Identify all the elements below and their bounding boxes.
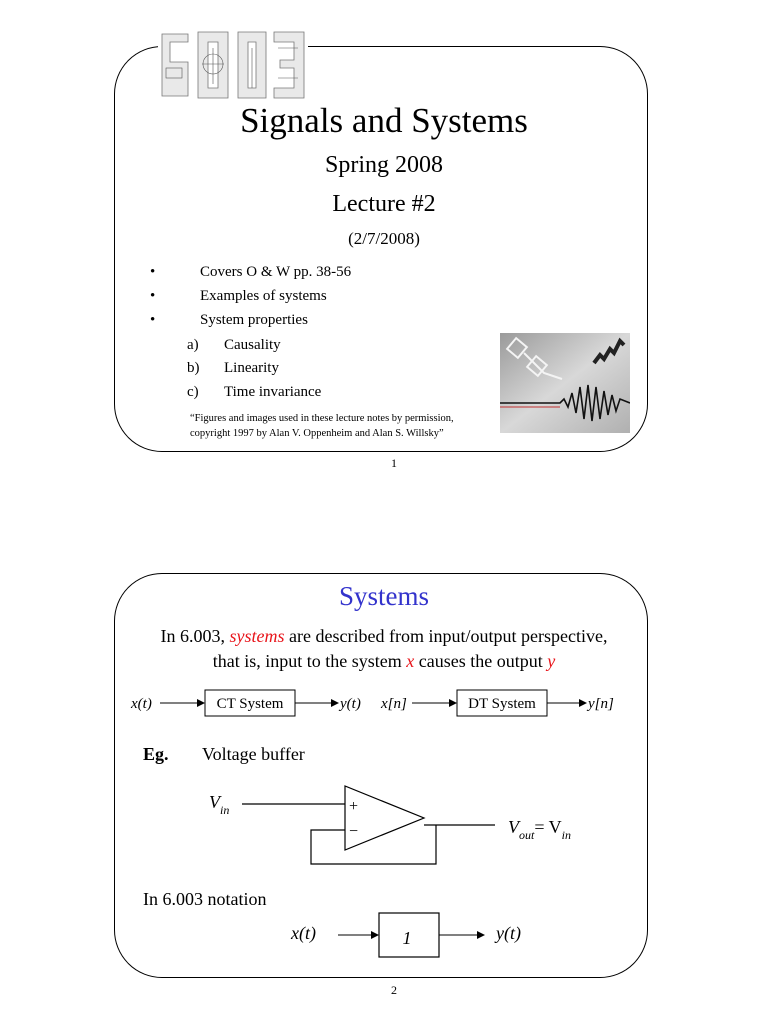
sub-item (187, 337, 281, 354)
notation-input-label: x(t) (291, 923, 316, 943)
sub-item (187, 384, 322, 401)
op-amp-triangle (345, 786, 424, 850)
notation-label: In 6.003 notation (143, 889, 267, 909)
dt-output-label: y[n] (588, 696, 614, 712)
bullet-marker: • (150, 312, 156, 328)
sub-item-text: Causality (224, 337, 281, 353)
intro-text: that is, input to the system (212, 651, 407, 671)
credit-line-2: copyright 1997 by Alan V. Oppenheim and Alan S. Willsky” (190, 428, 444, 439)
notation-box-label: 1 (402, 928, 412, 948)
notation-output-label: y(t) (496, 923, 521, 943)
bullet-text: System properties (200, 312, 308, 328)
lecture-date: (2/7/2008) (348, 229, 420, 248)
ct-output-label: y(t) (340, 696, 361, 712)
course-logo (158, 28, 308, 102)
sub-item-text: Time invariance (224, 384, 322, 400)
vin-label: $V_{in}$ (209, 792, 230, 817)
dt-input-label: x[n] (381, 696, 407, 712)
ct-system-label: CT System (216, 696, 284, 712)
bullet-text: Examples of systems (200, 288, 327, 304)
plus-terminal: + (349, 798, 359, 815)
ct-input-label: x(t) (131, 696, 152, 712)
intro-systems-word: systems (229, 626, 285, 646)
signal-photo (500, 333, 630, 433)
bullet-marker: • (150, 288, 156, 304)
credit-line-1: “Figures and images used in these lecture notes by permission, (190, 413, 454, 424)
page-number-2: 2 (391, 983, 397, 997)
semester: Spring 2008 (324, 152, 443, 178)
sub-item-marker: a) (187, 337, 199, 353)
bullet-text: Covers O & W pp. 38-56 (200, 264, 352, 280)
output-symbol: y (547, 651, 556, 671)
voltage-buffer-diagram (200, 778, 600, 870)
intro-line-1 (114, 626, 654, 647)
vout-equation: $V_{out}= V_{in}$ (508, 817, 572, 842)
sub-item-marker: c) (187, 384, 199, 400)
slide-2-title: Systems (338, 581, 430, 611)
example-text: Voltage buffer (202, 744, 305, 764)
sub-item (187, 360, 279, 377)
notation-diagram (280, 908, 540, 960)
example-label: Eg. (143, 744, 169, 764)
page-number-1: 1 (391, 456, 397, 470)
sub-item-text: Linearity (224, 360, 279, 376)
slide-1-title: Signals and Systems (240, 101, 528, 140)
intro-text: are described from input/output perspective, (284, 626, 608, 646)
intro-line-2 (114, 651, 654, 672)
input-symbol: x (406, 651, 415, 671)
io-block-diagrams (120, 684, 640, 724)
intro-text: causes the output (414, 651, 548, 671)
sub-item-marker: b) (187, 360, 200, 376)
bullet-marker: • (150, 264, 156, 280)
dt-system-label: DT System (468, 696, 536, 712)
minus-terminal: − (349, 823, 359, 840)
lecture-number: Lecture #2 (332, 191, 436, 217)
intro-text: In 6.003, (160, 626, 230, 646)
